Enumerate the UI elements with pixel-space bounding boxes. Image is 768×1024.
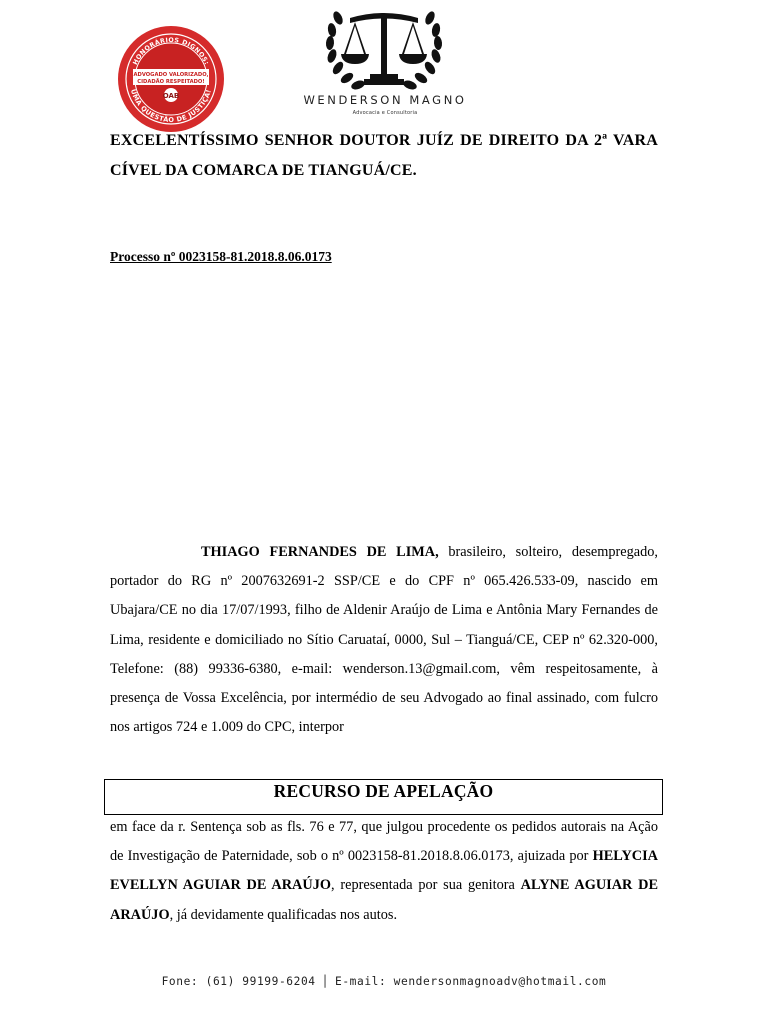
appeal-text-1: em face da r. Sentença sob as fls. 76 e 77, que julgou procedente os pedidos autorais na Ação de Investigação de Paternidade, sob o nº 0023158-81.2018.8.06.0173, ajuizada por	[110, 819, 658, 865]
scales-of-justice-icon	[322, 4, 446, 94]
qualification-paragraph	[110, 538, 658, 742]
appeal-paragraph	[110, 813, 658, 930]
footer-separator: │	[321, 975, 329, 988]
footer-phone: Fone: (61) 99199-6204	[161, 975, 316, 988]
seal-center-text: OAB	[162, 92, 180, 100]
footer-email: E-mail: wendersonmagnoadv@hotmail.com	[334, 975, 607, 988]
addressee-heading: EXCELENTÍSSIMO SENHOR DOUTOR JUÍZ DE DIREITO DA 2ª VARA CÍVEL DA COMARCA DE TIANGUÁ/CE.	[110, 132, 658, 179]
brand-name: WENDERSON MAGNO	[303, 93, 467, 107]
seal-bottom-text: UMA QUESTÃO DE JUSTIÇA!	[128, 88, 213, 125]
seal-middle-line2: CIDADÃO RESPEITADO!	[137, 79, 205, 85]
seal-top-text: HONORÁRIOS DIGNOS:	[132, 36, 210, 67]
oab-seal-logo	[117, 25, 225, 133]
mother-name: ALYNE AGUIAR DE ARAÚJO	[110, 877, 659, 923]
case-number: Processo nº 0023158-81.2018.8.06.0173	[110, 249, 332, 264]
qualification-text: brasileiro, solteiro, desempregado, portador do RG nº 2007632691-2 SSP/CE e do CPF nº 065.426.533-09, nascido em Ubajara/CE no dia 17/07/1993, filho de Aldenir Araújo de Lima e Antônia Mary Fernandes de Lima, residente e domiciliado no Sítio Caruataí, 0000, Sul – Tianguá/CE, CEP nº 62.320-000, Telefone: (88) 99336-6380, e-mail: wenderson.13@gmail.com, vêm respeitosamente, à presença de Vossa Excelência, por intermédio de seu Advogado ao final assinado, com fulcro nos artigos 724 e 1.009 do CPC, interpor	[110, 544, 658, 736]
appellant-name: THIAGO FERNANDES DE LIMA,	[201, 544, 439, 560]
appeal-title: RECURSO DE APELAÇÃO	[273, 781, 494, 801]
appeal-text-2: , representada por sua genitora	[330, 877, 521, 894]
appeal-text-3: , já devidamente qualificadas nos autos.	[169, 906, 398, 923]
seal-middle-line1: ADVOGADO VALORIZADO,	[133, 72, 209, 78]
brand-subtitle: Advocacia e Consultoria	[352, 110, 418, 116]
plaintiff-name: HELYCIA EVELLYN AGUIAR DE ARAÚJO	[110, 848, 658, 894]
footer-contact	[0, 975, 768, 988]
